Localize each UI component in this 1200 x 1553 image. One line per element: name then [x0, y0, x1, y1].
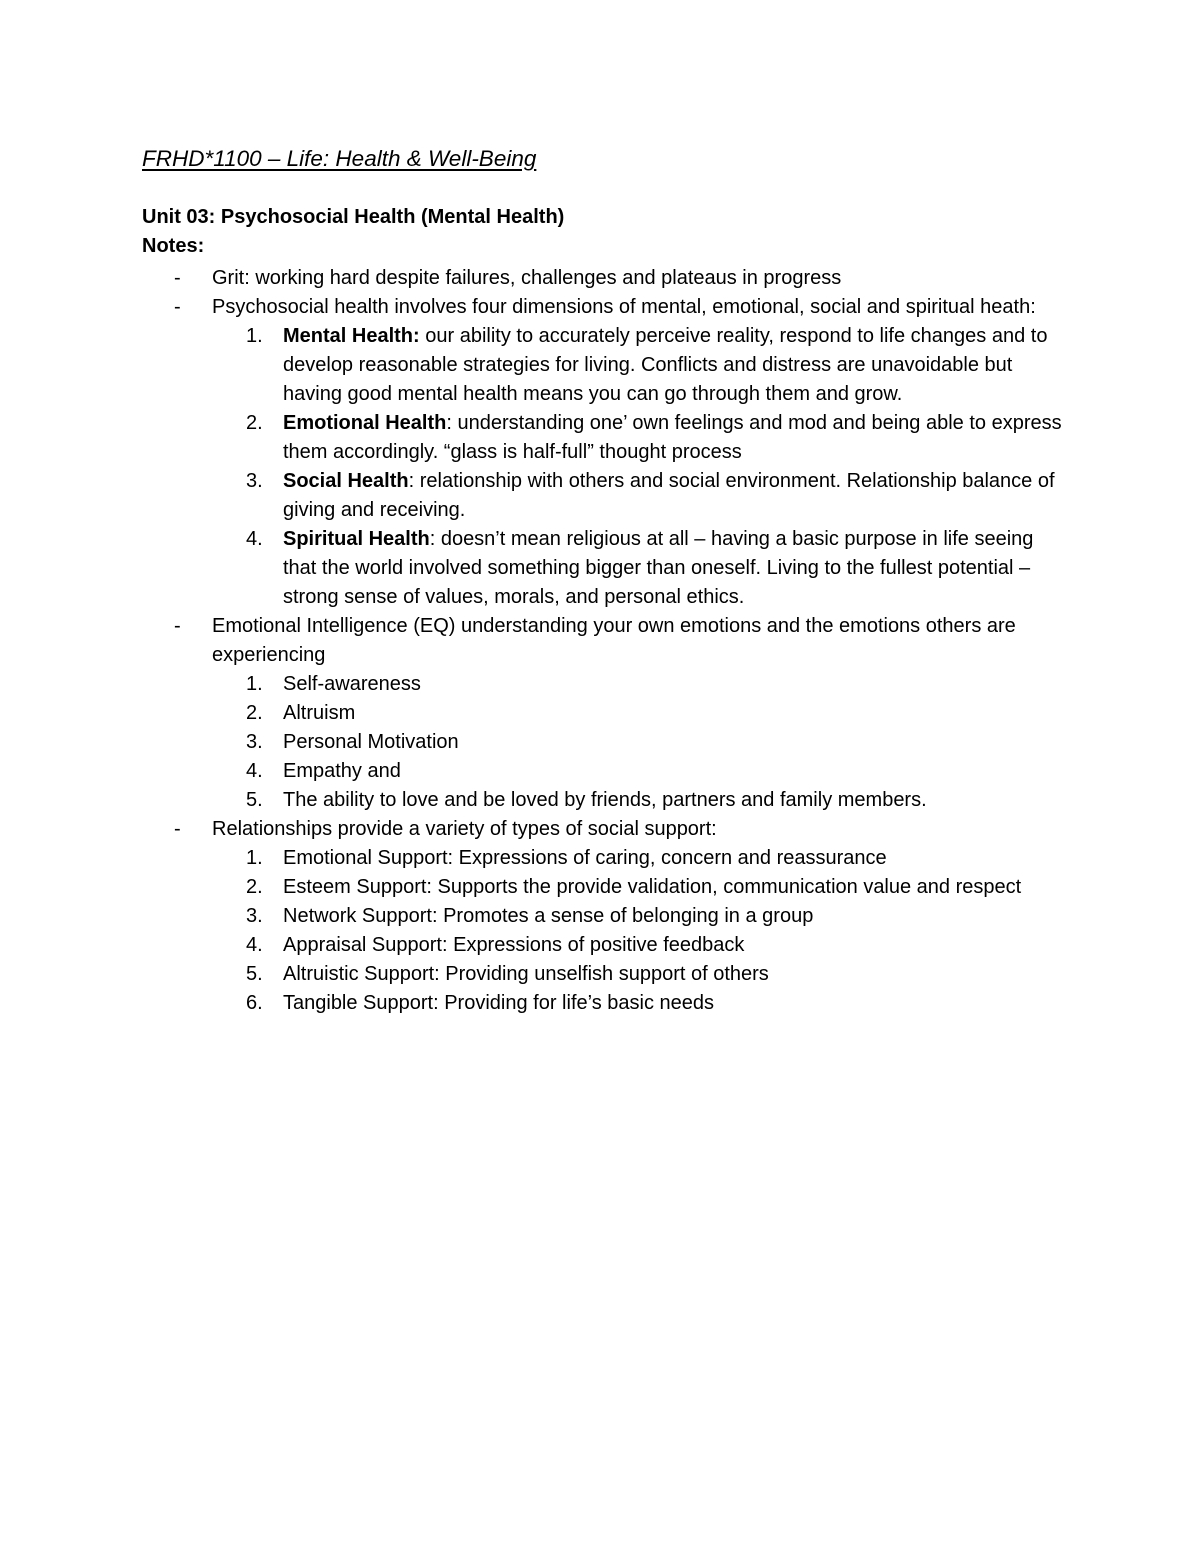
numbered-item	[0, 728, 1200, 757]
numbered-item	[0, 670, 1200, 699]
numbered-item	[0, 757, 1200, 786]
numbered-item	[0, 467, 1200, 525]
bullet-dash: -	[174, 296, 181, 318]
bullet-text: Emotional Intelligence (EQ) understanding your own emotions and the emotions others are experiencing	[212, 615, 1016, 666]
item-text: Empathy and	[283, 760, 401, 782]
item-text: Altruism	[283, 702, 356, 724]
bullet-item	[0, 293, 1200, 322]
item-number: 4.	[246, 760, 263, 782]
item-number: 3.	[246, 905, 263, 927]
bullet-text: Psychosocial health involves four dimensions of mental, emotional, social and spiritual heath:	[212, 296, 1036, 318]
item-text: : doesn’t mean religious at all – having a basic purpose in life seeing that the world involved something bigger than oneself. Living to the fullest potential – strong sense of values, morals, and personal ethics.	[283, 528, 1034, 608]
notes-label: Notes:	[142, 235, 205, 257]
numbered-item	[0, 844, 1200, 873]
item-number: 2.	[246, 412, 263, 434]
item-number: 3.	[246, 470, 263, 492]
bullet-item	[0, 815, 1200, 844]
numbered-item	[0, 409, 1200, 467]
bullet-dash: -	[174, 615, 181, 637]
item-number: 5.	[246, 963, 263, 985]
bullet-dash: -	[174, 818, 181, 840]
item-term: Spiritual Health	[283, 528, 430, 550]
item-text: Appraisal Support: Expressions of positive feedback	[283, 934, 745, 956]
numbered-item	[0, 525, 1200, 612]
item-number: 2.	[246, 876, 263, 898]
item-number: 4.	[246, 528, 263, 550]
item-text: : relationship with others and social environment. Relationship balance of giving and receiving.	[283, 470, 1055, 521]
numbered-item	[0, 786, 1200, 815]
item-number: 4.	[246, 934, 263, 956]
document-title: FRHD*1100 – Life: Health & Well-Being	[142, 146, 537, 171]
item-number: 1.	[246, 673, 263, 695]
item-text: : understanding one’ own feelings and mod and being able to express them accordingly. “glass is half-full” thought process	[283, 412, 1062, 463]
numbered-item	[0, 960, 1200, 989]
numbered-item	[0, 699, 1200, 728]
bullet-text: Grit: working hard despite failures, challenges and plateaus in progress	[212, 267, 842, 289]
numbered-item	[0, 873, 1200, 902]
notes-content	[0, 264, 1200, 1018]
numbered-item	[0, 989, 1200, 1018]
item-text: our ability to accurately perceive reality, respond to life changes and to develop reasonable strategies for living. Conflicts and distress are unavoidable but having good mental health means you can go through them and grow.	[283, 325, 1048, 405]
bullet-text: Relationships provide a variety of types of social support:	[212, 818, 717, 840]
numbered-item	[0, 322, 1200, 409]
item-text: Self-awareness	[283, 673, 421, 695]
bullet-dash: -	[174, 267, 181, 289]
bullet-item	[0, 264, 1200, 293]
item-number: 1.	[246, 847, 263, 869]
unit-heading: Unit 03: Psychosocial Health (Mental Health)	[142, 206, 565, 228]
item-number: 2.	[246, 702, 263, 724]
item-number: 5.	[246, 789, 263, 811]
item-text: The ability to love and be loved by friends, partners and family members.	[283, 789, 927, 811]
item-text: Emotional Support: Expressions of caring, concern and reassurance	[283, 847, 887, 869]
item-term: Social Health	[283, 470, 409, 492]
item-text: Tangible Support: Providing for life’s basic needs	[283, 992, 714, 1014]
item-text: Altruistic Support: Providing unselfish support of others	[283, 963, 769, 985]
item-number: 1.	[246, 325, 263, 347]
item-term: Emotional Health	[283, 412, 447, 434]
numbered-item	[0, 931, 1200, 960]
item-term: Mental Health:	[283, 325, 420, 347]
bullet-item	[0, 612, 1200, 670]
item-number: 6.	[246, 992, 263, 1014]
item-text: Personal Motivation	[283, 731, 459, 753]
numbered-item	[0, 902, 1200, 931]
item-text: Esteem Support: Supports the provide validation, communication value and respect	[283, 876, 1022, 898]
item-number: 3.	[246, 731, 263, 753]
item-text: Network Support: Promotes a sense of belonging in a group	[283, 905, 814, 927]
